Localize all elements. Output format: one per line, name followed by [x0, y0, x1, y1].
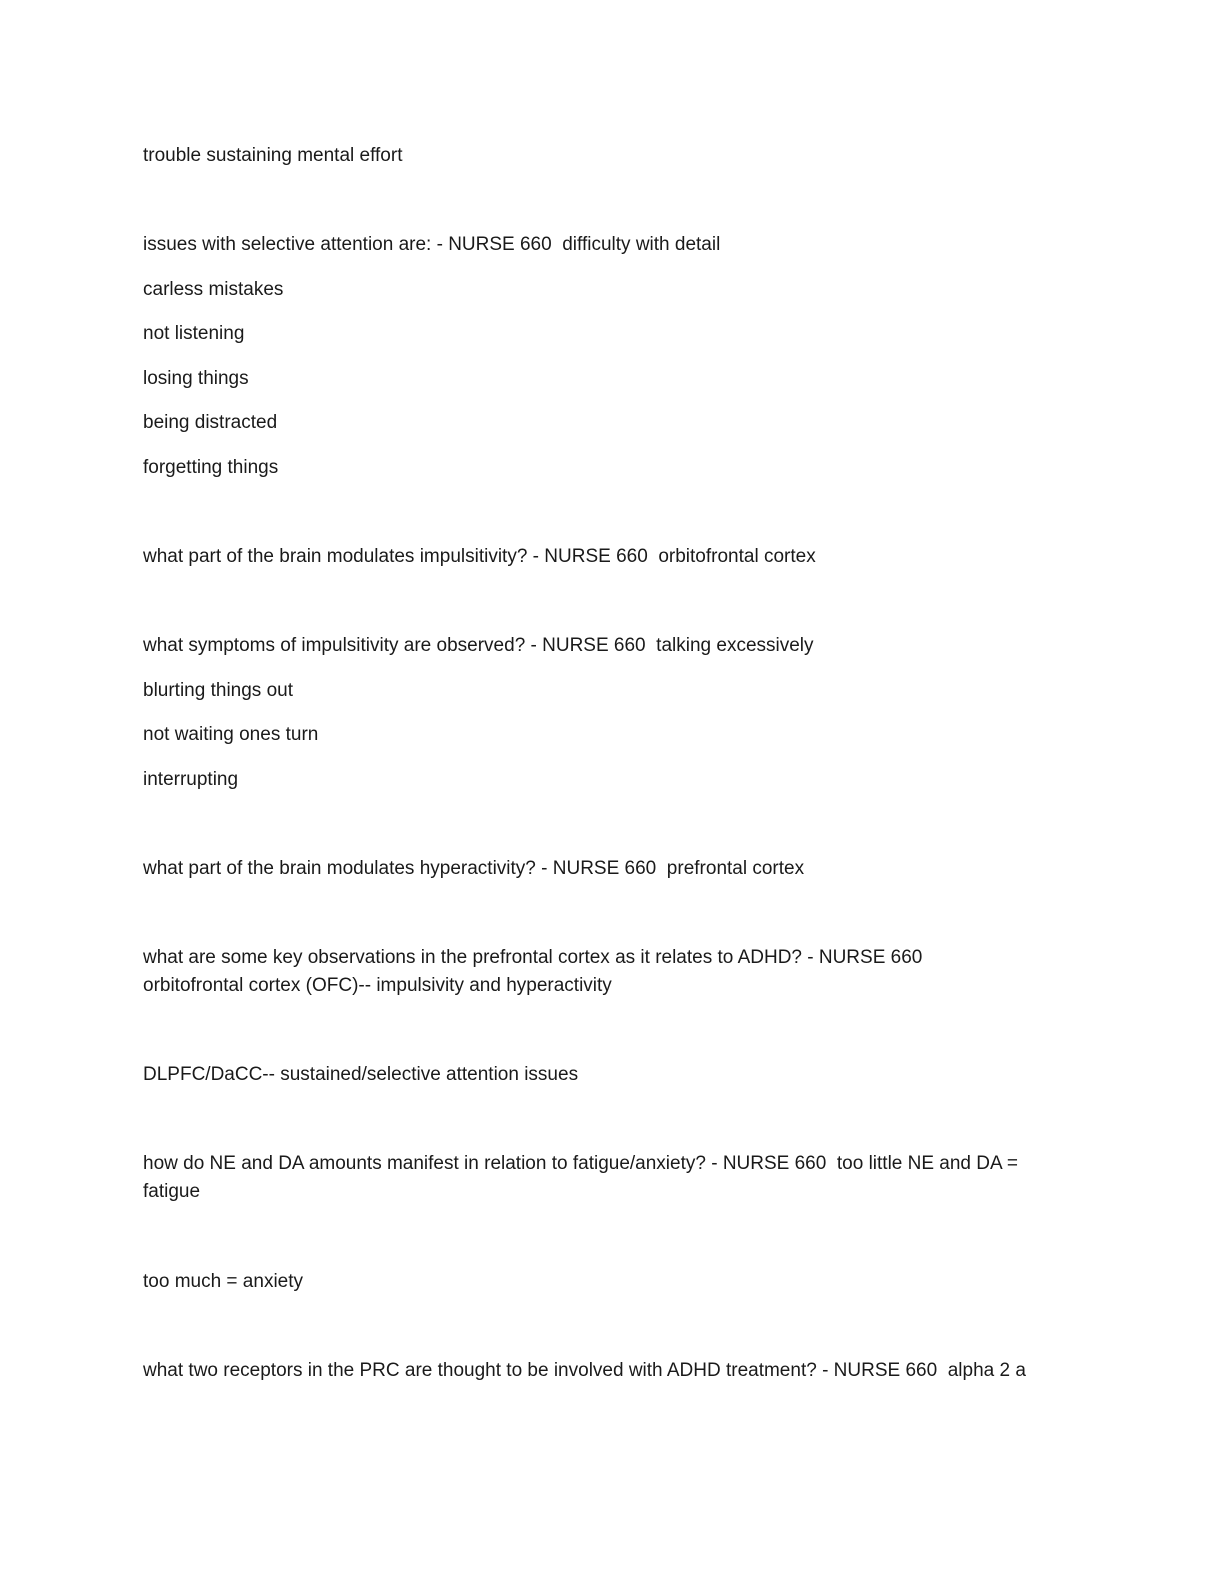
text-line: issues with selective attention are: - NURSE 660 difficulty with detail: [143, 234, 721, 255]
text-line: orbitofrontal cortex (OFC)-- impulsivity and hyperactivity: [143, 975, 612, 996]
text-line: trouble sustaining mental effort: [143, 145, 403, 166]
text-line: fatigue: [143, 1181, 201, 1202]
text-line: how do NE and DA amounts manifest in relation to fatigue/anxiety? - NURSE 660 too little NE and DA =: [143, 1153, 1019, 1174]
text-line: carless mistakes: [143, 279, 284, 300]
text-line: DLPFC/DaCC-- sustained/selective attention issues: [143, 1064, 579, 1085]
text-line: not listening: [143, 323, 245, 344]
text-line: forgetting things: [143, 457, 279, 478]
text-line: blurting things out: [143, 680, 293, 701]
text-line: too much = anxiety: [143, 1271, 304, 1292]
text-line: not waiting ones turn: [143, 724, 319, 745]
text-line: losing things: [143, 368, 249, 389]
text-line: what are some key observations in the prefrontal cortex as it relates to ADHD? - NURSE 660: [143, 947, 923, 968]
text-line: interrupting: [143, 769, 239, 790]
text-line: what two receptors in the PRC are thought to be involved with ADHD treatment? - NURSE 660 alpha 2 a: [143, 1360, 1026, 1381]
text-line: what symptoms of impulsitivity are observed? - NURSE 660 talking excessively: [143, 635, 814, 656]
text-line: what part of the brain modulates hyperactivity? - NURSE 660 prefrontal cortex: [143, 858, 805, 879]
text-line: being distracted: [143, 412, 278, 433]
text-line: what part of the brain modulates impulsitivity? - NURSE 660 orbitofrontal cortex: [143, 546, 816, 567]
